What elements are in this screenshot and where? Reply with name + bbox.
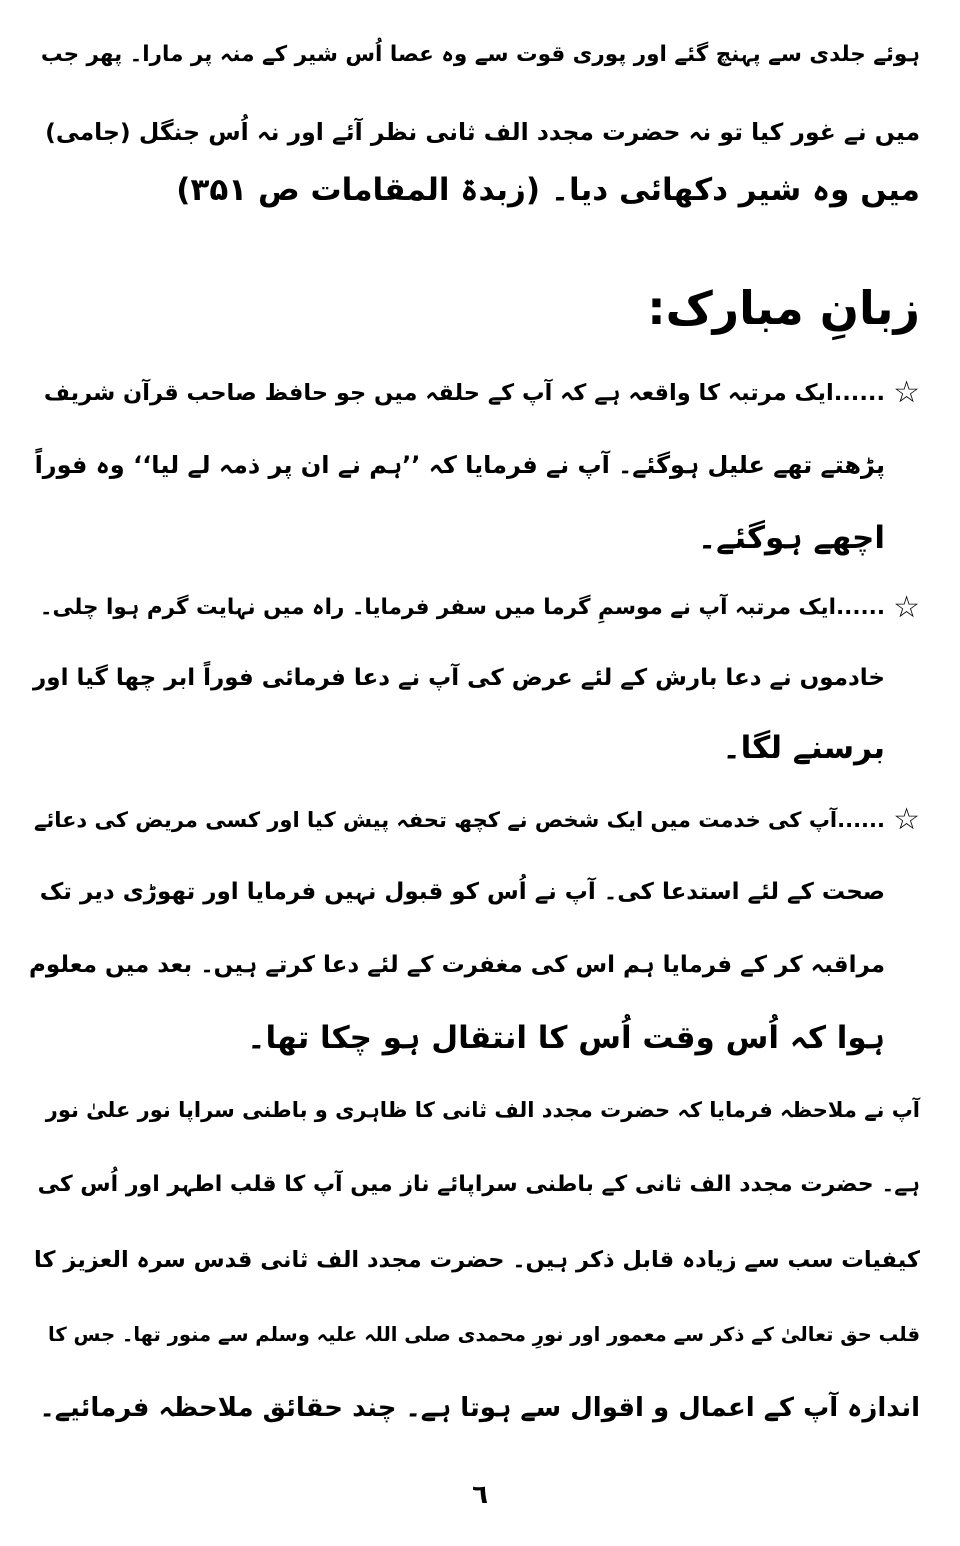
closing-line-1: آپ نے ملاحظہ فرمایا کہ حضرت مجدد الف ثانی کا ظاہری و باطنی سراپا نور علیٰ نور: [45, 1098, 920, 1122]
closing-line-5: اندازہ آپ کے اعمال و اقوال سے ہوتا ہے۔ چند حقائق ملاحظہ فرمائیے۔: [39, 1393, 920, 1423]
item-3-line-1: ......آپ کی خدمت میں ایک شخص نے کچھ تحفہ پیش کیا اور کسی مریض کی دعائے: [34, 808, 885, 832]
item-2-line-3: برسنے لگا۔: [722, 730, 885, 766]
item-3-line-4: ہوا کہ اُس وقت اُس کا انتقال ہو چکا تھا۔: [247, 1020, 885, 1056]
intro-line-3: میں وہ شیر دکھائی دیا۔ (زبدۃ المقامات ص ۳۵۱): [176, 172, 920, 208]
page-number: ٦: [472, 1480, 488, 1510]
section-heading: زبانِ مبارک:: [647, 281, 920, 335]
item-2-line-1: ......ایک مرتبہ آپ نے موسمِ گرما میں سفر فرمایا۔ راہ میں نہایت گرم ہوا چلی۔: [39, 595, 885, 620]
item-3-line-3: مراقبہ کر کے فرمایا ہم اس کی مغفرت کے لئے دعا کرتے ہیں۔ بعد میں معلوم: [29, 952, 885, 978]
intro-line-2: میں نے غور کیا تو نہ حضرت مجدد الف ثانی نظر آئے اور نہ اُس جنگل (جامی): [45, 118, 920, 146]
item-2-line-2: خادموں نے دعا بارش کے لئے عرض کی آپ نے دعا فرمائی فوراً ابر چھا گیا اور: [33, 665, 885, 691]
star-bullet-icon: ☆: [893, 590, 920, 625]
closing-line-4: قلب حق تعالیٰ کے ذکر سے معمور اور نورِ محمدی صلی اللہ علیہ وسلم سے منور تھا۔ جس کا: [48, 1323, 920, 1346]
item-1-line-3: اچھے ہوگئے۔: [698, 520, 885, 556]
item-1-line-2: پڑھتے تھے علیل ہوگئے۔ آپ نے فرمایا کہ ’’ہم نے ان پر ذمہ لے لیا‘‘ وہ فوراً: [34, 451, 885, 479]
intro-line-1: ہوئے جلدی سے پہنچ گئے اور پوری قوت سے وہ عصا اُس شیر کے منہ پر مارا۔ پھر جب: [40, 42, 920, 67]
star-bullet-icon: ☆: [893, 802, 920, 837]
closing-line-2: ہے۔ حضرت مجدد الف ثانی کے باطنی سراپائے ناز میں آپ کا قلب اطہر اور اُس کی: [37, 1172, 920, 1197]
item-1-line-1: ......ایک مرتبہ کا واقعہ ہے کہ آپ کے حلقہ میں جو حافظ صاحب قرآن شریف: [43, 380, 885, 406]
item-3-line-2: صحت کے لئے استدعا کی۔ آپ نے اُس کو قبول نہیں فرمایا اور تھوڑی دیر تک: [39, 879, 885, 905]
star-bullet-icon: ☆: [893, 375, 920, 410]
closing-line-3: کیفیات سب سے زیادہ قابل ذکر ہیں۔ حضرت مجدد الف ثانی قدس سرہ العزیز کا: [33, 1247, 920, 1273]
